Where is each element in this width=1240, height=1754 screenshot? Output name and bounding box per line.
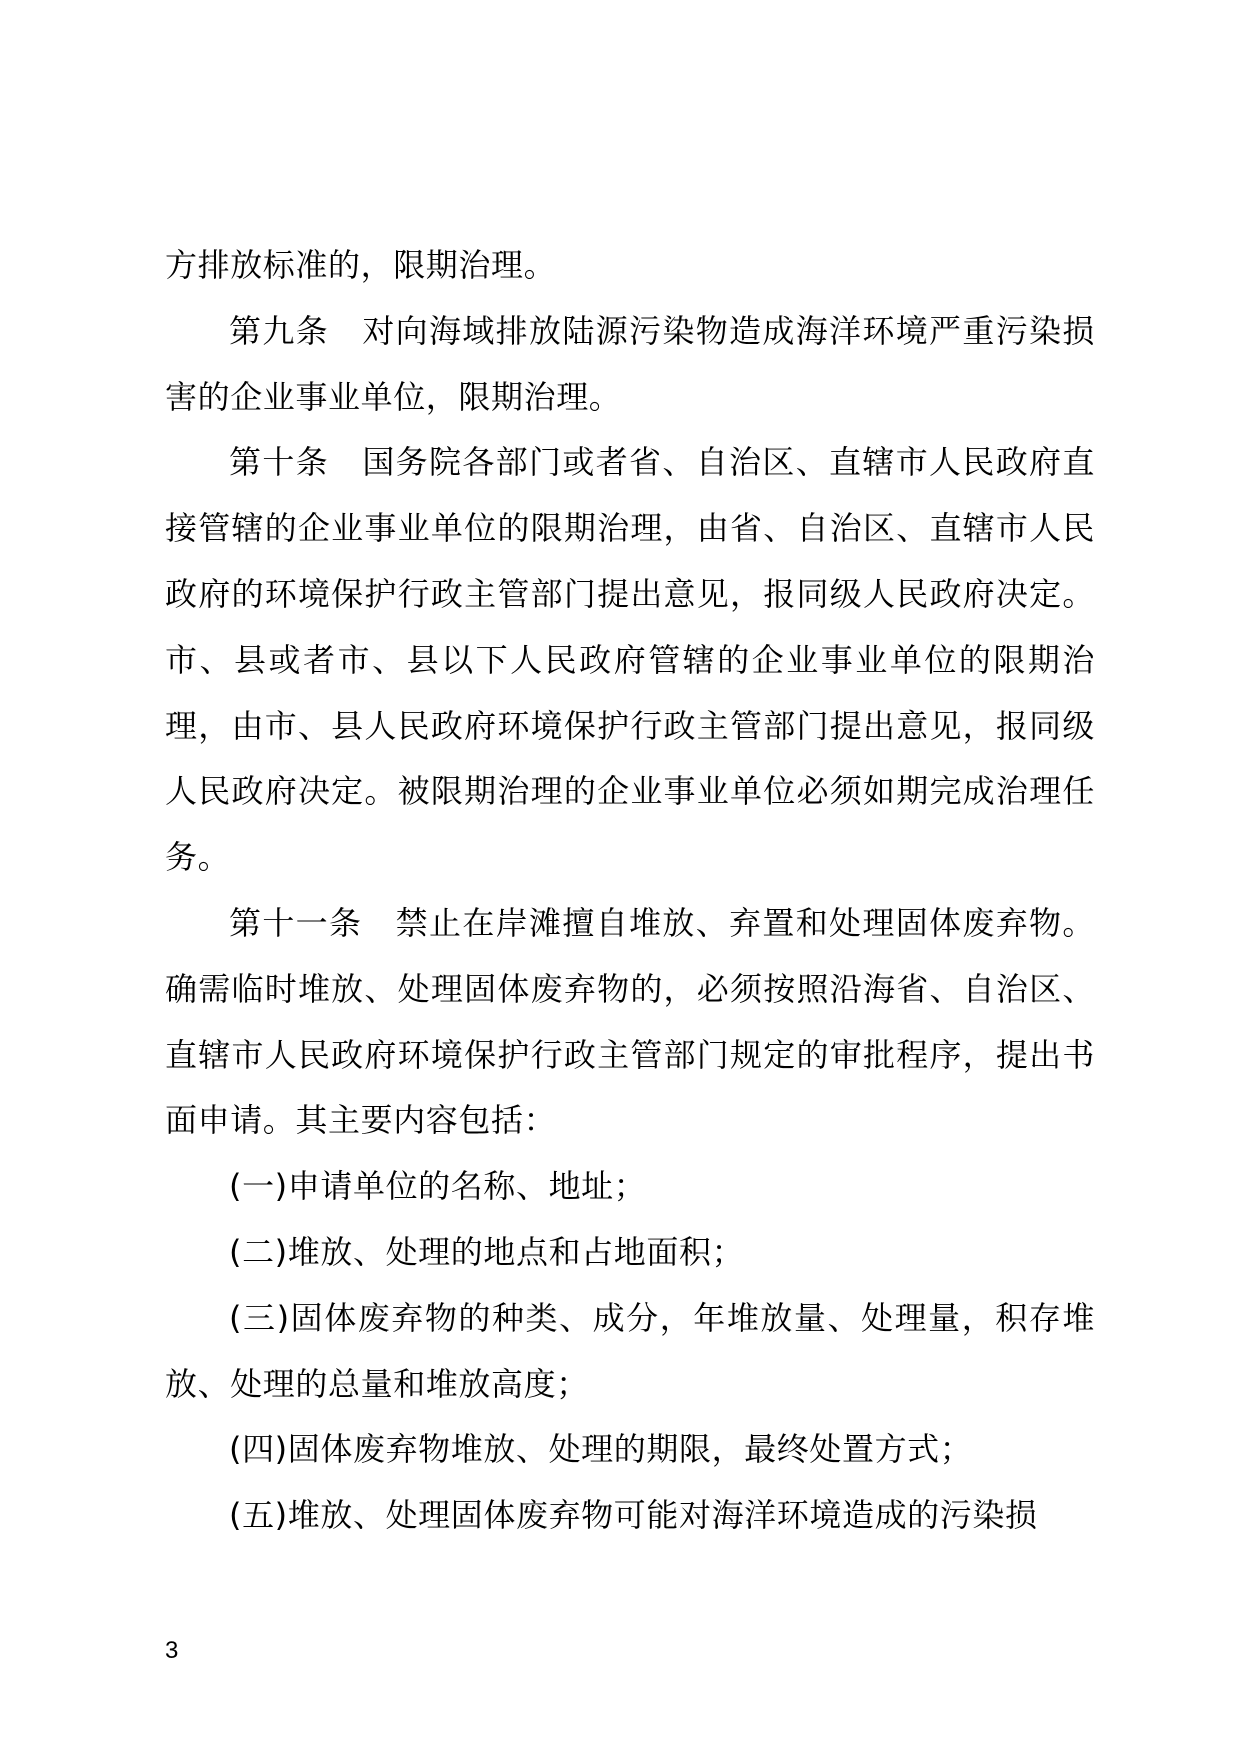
list-item-5: (五)堆放、处理固体废弃物可能对海洋环境造成的污染损 xyxy=(229,1496,1038,1535)
list-item-4: (四)固体废弃物堆放、处理的期限，最终处置方式； xyxy=(229,1430,973,1469)
document-body xyxy=(165,233,1095,1549)
list-item-2: (二)堆放、处理的地点和占地面积； xyxy=(229,1232,745,1271)
article-11: 第十一条 禁止在岸滩擅自堆放、弃置和处理固体废弃物。确需临时堆放、处理固体废弃物的，必须按照沿海省、自治区、直辖市人民政府环境保护行政主管部门规定的审批程序，提出书面申请。其主要内容包括： xyxy=(165,903,1095,1140)
paragraph-continuation: 方排放标准的，限期治理。 xyxy=(165,246,557,284)
article-10: 第十条 国务院各部门或者省、自治区、直辖市人民政府直接管辖的企业事业单位的限期治理，由省、自治区、直辖市人民政府的环境保护行政主管部门提出意见，报同级人民政府决定。市、县或者市、县以下人民政府管辖的企业事业单位的限期治理，由市、县人民政府环境保护行政主管部门提出意见，报同级人民政府决定。被限期治理的企业事业单位必须如期完成治理任务。 xyxy=(165,443,1095,877)
article-9: 第九条 对向海域排放陆源污染物造成海洋环境严重污染损害的企业事业单位，限期治理。 xyxy=(165,311,1095,416)
list-item-1: (一)申请单位的名称、地址； xyxy=(229,1167,647,1206)
list-item-3: (三)固体废弃物的种类、成分，年堆放量、处理量，积存堆放、处理的总量和堆放高度； xyxy=(165,1298,1095,1403)
page-number: 3 xyxy=(165,1637,179,1664)
